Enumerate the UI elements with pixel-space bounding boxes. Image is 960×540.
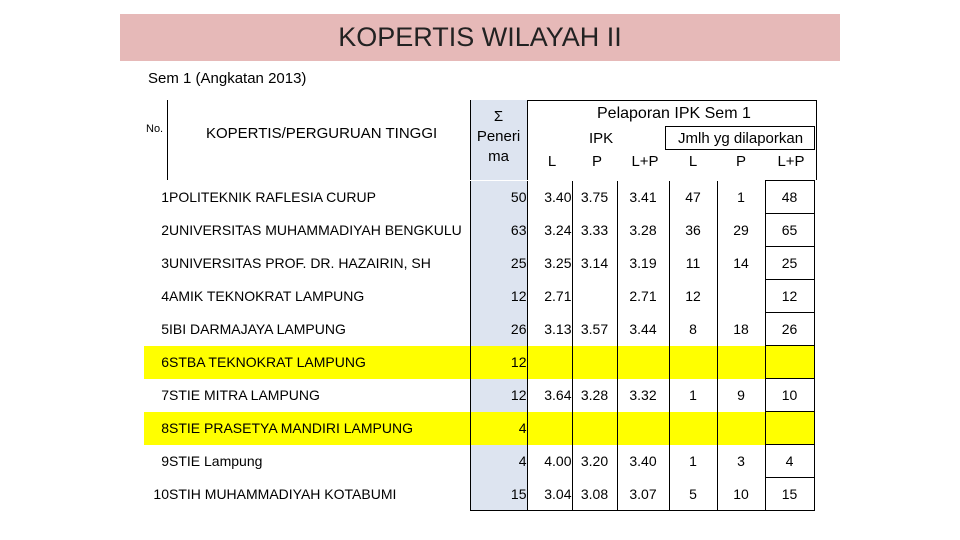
ipk-p: 3.57 xyxy=(572,313,617,346)
table-row xyxy=(144,247,814,280)
ipk-lp: 3.19 xyxy=(617,247,669,280)
ipk-l: 3.24 xyxy=(527,214,572,247)
ipk-l: 2.71 xyxy=(527,280,572,313)
jumlah-lp: 25 xyxy=(765,247,814,280)
institution-name: STIE PRASETYA MANDIRI LAMPUNG xyxy=(169,412,470,445)
data-table xyxy=(144,180,815,511)
institution-name: STIE MITRA LAMPUNG xyxy=(169,387,320,403)
ipk-p: 3.75 xyxy=(572,181,617,214)
ipk-lp: 3.41 xyxy=(617,181,669,214)
jumlah-lp xyxy=(765,412,814,445)
jumlah-l: 36 xyxy=(669,214,717,247)
title-banner xyxy=(120,14,840,61)
jumlah-l xyxy=(669,346,717,379)
row-number: 4 xyxy=(161,288,169,304)
jumlah-l: 47 xyxy=(669,181,717,214)
row-number: 8 xyxy=(144,412,169,445)
jumlah-l: 1 xyxy=(669,379,717,412)
ipk-p: 3.28 xyxy=(572,379,617,412)
ipk-p: 3.08 xyxy=(572,478,617,511)
ipk-p: 3.14 xyxy=(572,247,617,280)
ipk-l: 3.13 xyxy=(527,313,572,346)
ipk-lp xyxy=(617,346,669,379)
total-accepted: 12 xyxy=(470,280,527,313)
ipk-p xyxy=(572,346,617,379)
jumlah-l: 11 xyxy=(669,247,717,280)
header-sigma: Σ xyxy=(493,108,504,125)
table-row xyxy=(144,313,814,346)
total-accepted: 12 xyxy=(470,379,527,412)
ipk-p xyxy=(572,412,617,445)
table-row xyxy=(144,379,814,412)
total-accepted: 4 xyxy=(470,445,527,478)
jumlah-l: 12 xyxy=(669,280,717,313)
header-institution: KOPERTIS/PERGURUAN TINGGI xyxy=(206,125,438,142)
institution-name: POLITEKNIK RAFLESIA CURUP xyxy=(169,189,376,205)
table-row xyxy=(144,181,814,214)
ipk-l xyxy=(527,346,572,379)
jumlah-p xyxy=(717,412,765,445)
row-number: 2 xyxy=(161,222,169,238)
total-accepted: 50 xyxy=(470,181,527,214)
header-ipk-p: P xyxy=(591,153,602,170)
header-sigma-line2: Peneri xyxy=(476,128,521,145)
jumlah-lp: 15 xyxy=(765,478,814,511)
total-accepted: 4 xyxy=(470,412,527,445)
ipk-lp: 3.40 xyxy=(617,445,669,478)
jumlah-lp: 4 xyxy=(765,445,814,478)
header-jumlah: Jmlh yg dilaporkan xyxy=(678,130,804,147)
institution-name: UNIVERSITAS PROF. DR. HAZAIRIN, SH xyxy=(169,255,431,271)
table-row xyxy=(144,346,814,379)
jumlah-lp: 10 xyxy=(765,379,814,412)
ipk-l: 3.04 xyxy=(527,478,572,511)
row-number: 9 xyxy=(161,453,169,469)
institution-name: STIH MUHAMMADIYAH KOTABUMI xyxy=(169,486,397,502)
institution-name: AMIK TEKNOKRAT LAMPUNG xyxy=(169,288,365,304)
jumlah-lp: 12 xyxy=(765,280,814,313)
ipk-p: 3.20 xyxy=(572,445,617,478)
page-subtitle: Sem 1 (Angkatan 2013) xyxy=(148,70,307,87)
total-accepted: 12 xyxy=(470,346,527,379)
header-report: Pelaporan IPK Sem 1 xyxy=(597,105,751,122)
page-title: KOPERTIS WILAYAH II xyxy=(338,22,622,52)
total-accepted: 26 xyxy=(470,313,527,346)
ipk-l: 3.64 xyxy=(527,379,572,412)
total-accepted: 25 xyxy=(470,247,527,280)
ipk-l xyxy=(527,412,572,445)
ipk-lp: 3.28 xyxy=(617,214,669,247)
header-ipk-l: L xyxy=(547,153,557,170)
institution-name: UNIVERSITAS MUHAMMADIYAH BENGKULU xyxy=(169,222,462,238)
row-number: 6 xyxy=(144,346,169,379)
jumlah-p: 18 xyxy=(717,313,765,346)
institution-name: STBA TEKNOKRAT LAMPUNG xyxy=(169,346,470,379)
jumlah-p xyxy=(717,346,765,379)
table-row xyxy=(144,412,814,445)
header-jml-lp: L+P xyxy=(777,153,805,170)
institution-name: IBI DARMAJAYA LAMPUNG xyxy=(169,321,346,337)
jumlah-p: 9 xyxy=(717,379,765,412)
header-no: No. xyxy=(146,123,164,135)
total-accepted: 63 xyxy=(470,214,527,247)
header-ipk: IPK xyxy=(589,130,614,147)
row-number: 7 xyxy=(161,387,169,403)
row-number: 3 xyxy=(161,255,169,271)
jumlah-l: 5 xyxy=(669,478,717,511)
table-row xyxy=(144,280,814,313)
jumlah-p: 3 xyxy=(717,445,765,478)
table-row xyxy=(144,445,814,478)
ipk-l: 3.25 xyxy=(527,247,572,280)
table-row xyxy=(144,214,814,247)
ipk-lp: 3.32 xyxy=(617,379,669,412)
jumlah-lp: 65 xyxy=(765,214,814,247)
header-ipk-lp: L+P xyxy=(631,153,659,170)
jumlah-p: 29 xyxy=(717,214,765,247)
ipk-lp: 2.71 xyxy=(617,280,669,313)
ipk-lp: 3.44 xyxy=(617,313,669,346)
table-row xyxy=(144,478,814,511)
row-number: 10 xyxy=(153,486,169,502)
jumlah-p: 1 xyxy=(717,181,765,214)
jumlah-lp xyxy=(765,346,814,379)
jumlah-l: 8 xyxy=(669,313,717,346)
header-sigma-line3: ma xyxy=(488,148,509,165)
jumlah-l: 1 xyxy=(669,445,717,478)
jumlah-p: 14 xyxy=(717,247,765,280)
jumlah-lp: 48 xyxy=(765,181,814,214)
header-jml-p: P xyxy=(735,153,746,170)
ipk-l: 4.00 xyxy=(527,445,572,478)
jumlah-l xyxy=(669,412,717,445)
institution-name: STIE Lampung xyxy=(169,453,263,469)
row-number: 1 xyxy=(161,189,169,205)
ipk-lp: 3.07 xyxy=(617,478,669,511)
ipk-l: 3.40 xyxy=(527,181,572,214)
header-jml-l: L xyxy=(688,153,698,170)
jumlah-p xyxy=(717,280,765,313)
jumlah-lp: 26 xyxy=(765,313,814,346)
ipk-p xyxy=(572,280,617,313)
total-accepted: 15 xyxy=(470,478,527,511)
ipk-p: 3.33 xyxy=(572,214,617,247)
jumlah-p: 10 xyxy=(717,478,765,511)
ipk-lp xyxy=(617,412,669,445)
row-number: 5 xyxy=(161,321,169,337)
